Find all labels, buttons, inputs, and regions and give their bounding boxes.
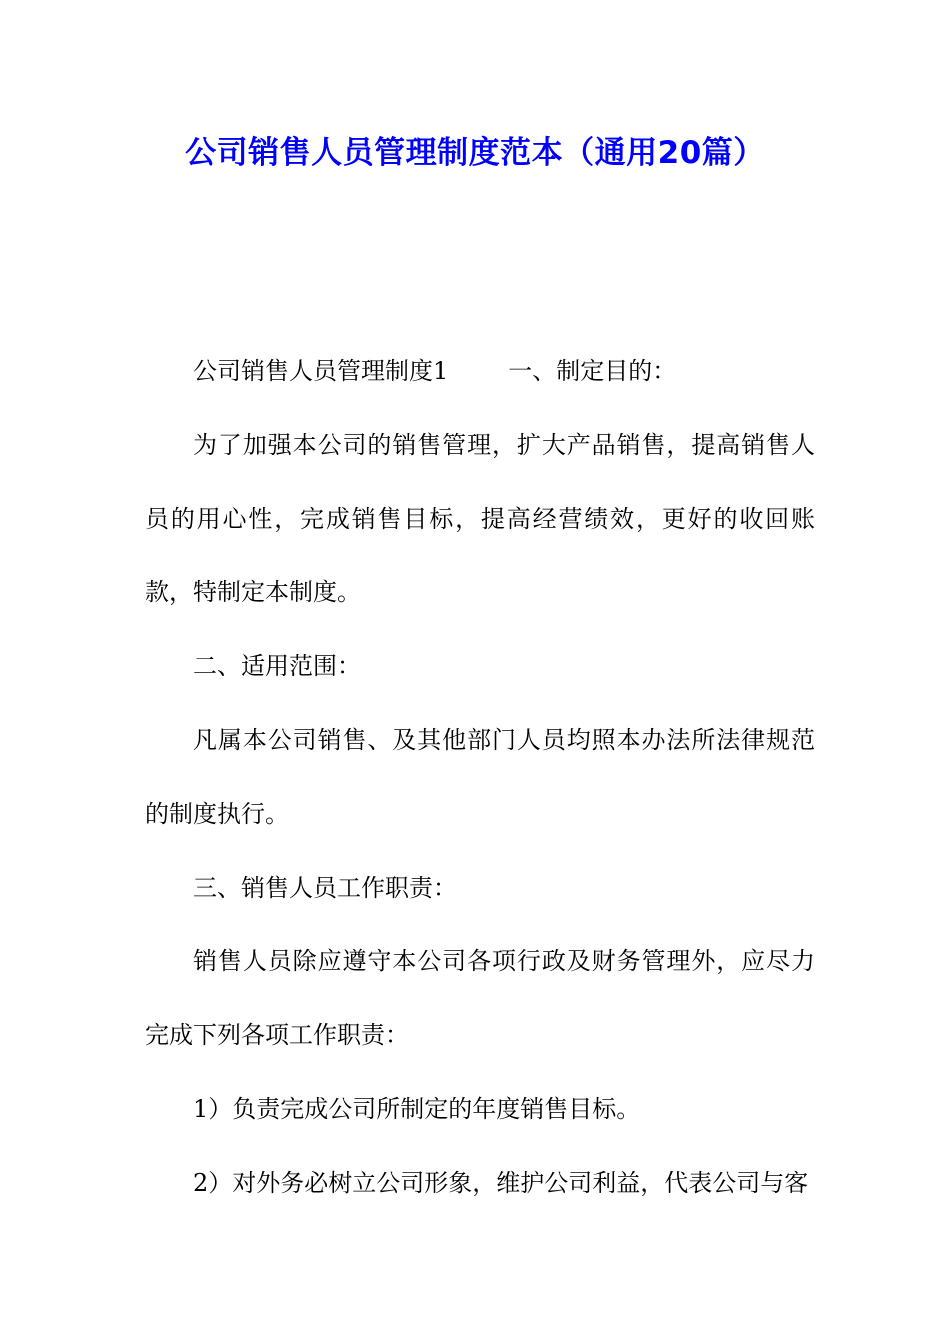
document-body	[145, 335, 815, 1221]
section-heading: 公司销售人员管理制度1	[193, 357, 449, 385]
paragraph-6: 销售人员除应遵守本公司各项行政及财务管理外，应尽力完成下列各项工作职责：	[145, 947, 815, 1050]
paragraph-5: 三、销售人员工作职责：	[193, 873, 457, 902]
document-title: 公司销售人员管理制度范本（通用20篇）	[185, 135, 765, 171]
paragraph-text: 一、制定目的：	[508, 357, 677, 385]
paragraph-4: 凡属本公司销售、及其他部门人员均照本办法所法律规范的制度执行。	[145, 725, 815, 828]
paragraph-7: 1）负责完成公司所制定的年度销售目标。	[193, 1094, 641, 1123]
paragraph-1	[145, 335, 815, 409]
paragraph-8: 2）对外务必树立公司形象，维护公司利益，代表公司与客	[193, 1168, 809, 1197]
paragraph-2: 为了加强本公司的销售管理，扩大产品销售，提高销售人员的用心性，完成销售目标，提高经营绩效，更好的收回账款，特制定本制度。	[145, 430, 815, 607]
paragraph-3: 二、适用范围：	[193, 652, 361, 681]
